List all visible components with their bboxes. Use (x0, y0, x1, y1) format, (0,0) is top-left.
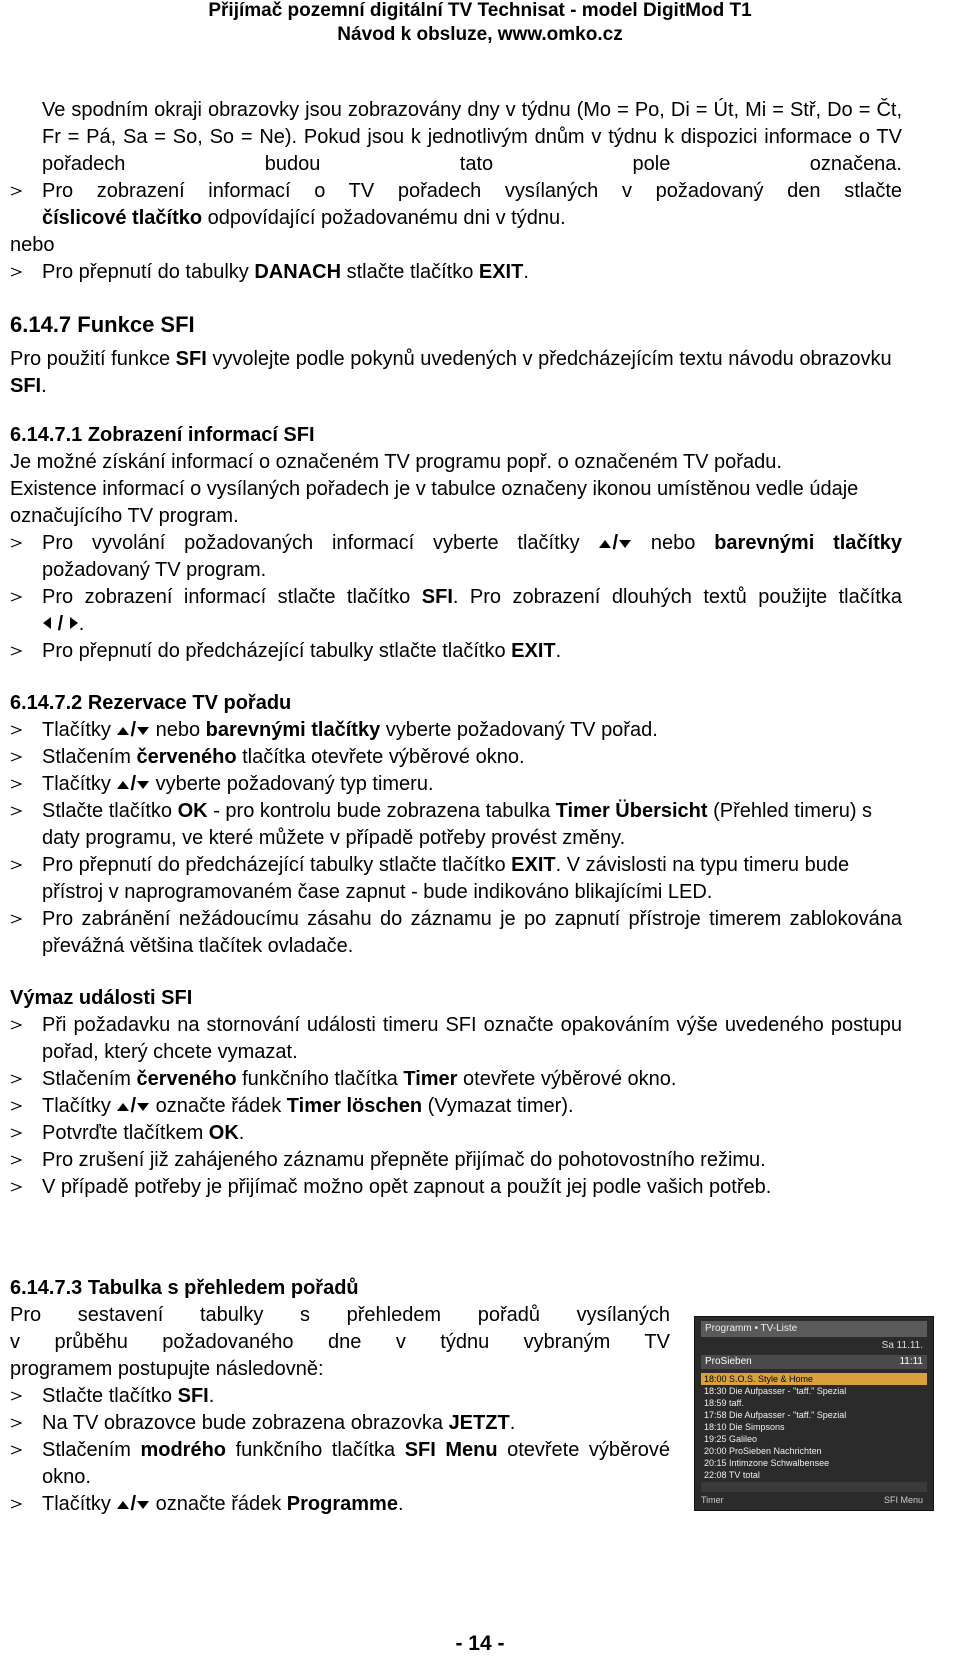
section-heading-vymaz: Výmaz události SFI (10, 987, 193, 1009)
sec73-para-line-2: v průběhu požadovaného dne v týdnu vybraným TV (10, 1331, 670, 1353)
tv-program-list (701, 1373, 927, 1481)
sec73-bullet-1: Stlačte tlačítko SFI. (42, 1385, 215, 1407)
tv-program-row: 22:08 TV total (704, 1470, 760, 1480)
bullet-marker-icon (10, 1120, 22, 1147)
bullet-marker-icon (10, 584, 22, 611)
sec73-para-line-3: programem postupujte následovně: (10, 1358, 324, 1380)
sec72-bullet-6: Pro zabránění nežádoucímu zásahu do záznamu je po zapnutí přístroje timerem zablokována převážná většina tlačítek ovladače. (42, 908, 902, 957)
tv-channel-row (701, 1355, 927, 1369)
document-header-title: Přijímač pozemní digitální TV Technisat - model DigitMod T1 (208, 0, 752, 21)
sec72-bullet-1: Tlačítky / nebo barevnými tlačítky vyberte požadovaný TV pořad. (42, 719, 658, 741)
sec72-bullet-5: Pro přepnutí do předcházející tabulky stlačte tlačítko EXIT. V závislosti na typu timeru bude přístroj v naprogramovaném čase zapnut - bude indikováno blikajícími LED. (42, 854, 850, 903)
tv-time: 11:11 (899, 1356, 923, 1367)
sec72-bullet-3: Tlačítky / vyberte požadovaný typ timeru. (42, 773, 434, 795)
bullet-marker-icon (10, 1093, 22, 1120)
arrow-up-icon (116, 780, 130, 790)
tv-program-row: 18:30 Die Aufpasser - "taff." Spezial (704, 1386, 847, 1396)
bullet-marker-icon (10, 1012, 22, 1039)
tv-top-title: Programm • TV-Liste (705, 1323, 798, 1334)
bullet-marker-icon (10, 1437, 22, 1464)
arrow-left-icon (42, 616, 52, 630)
sec72-bullet-4: Stlačte tlačítko OK - pro kontrolu bude zobrazena tabulka Timer Übersicht (Přehled timeru) s daty programu, ve které můžete v případě potřeby provést změny. (42, 800, 873, 849)
bullet-marker-icon (10, 717, 22, 744)
bullet-marker-icon (10, 1174, 22, 1201)
tv-program-row: 20:00 ProSieben Nachrichten (704, 1446, 822, 1456)
bullet-marker-icon (10, 1383, 22, 1410)
section-heading-6-14-7-2: 6.14.7.2 Rezervace TV pořadu (10, 692, 292, 714)
arrow-up-icon (116, 1500, 130, 1510)
sec73-bullet-4: Tlačítky / označte řádek Programme. (42, 1493, 404, 1515)
arrow-right-icon (69, 616, 79, 630)
tv-program-row: 18:59 taff. (704, 1398, 744, 1408)
tv-bottom-left-label: Timer (701, 1495, 724, 1505)
intro-bullet-2: Pro přepnutí do tabulky DANACH stlačte tlačítko EXIT. (42, 261, 529, 283)
tv-channel-name: ProSieben (705, 1356, 752, 1367)
sec71-bullet-2: Pro zobrazení informací stlačte tlačítko SFI. Pro zobrazení dlouhých textů použijte tlačítka / . (42, 586, 902, 635)
arrow-up-icon (116, 1102, 130, 1112)
arrow-up-icon (598, 539, 612, 549)
sec71-bullet-3: Pro přepnutí do předcházející tabulky stlačte tlačítko EXIT. (42, 640, 562, 662)
bullet-marker-icon (10, 178, 22, 205)
bullet-marker-icon (10, 1147, 22, 1174)
bullet-marker-icon (10, 259, 22, 286)
tv-program-row: 17:58 Die Aufpasser - "taff." Spezial (704, 1410, 847, 1420)
bullet-marker-icon (10, 1066, 22, 1093)
sec7-paragraph: Pro použití funkce SFI vyvolejte podle pokynů uvedených v předcházejícím textu návodu obrazovku SFI. (10, 348, 892, 397)
arrow-down-icon (618, 539, 632, 549)
intro-paragraph: Ve spodním okraji obrazovky jsou zobrazovány dny v týdnu (Mo = Po, Di = Út, Mi = Stř, Do = Čt, Fr = Pá, Sa = So, So = Ne). Pokud jsou k jednotlivým dnům v týdnu k dispozici informace o TV pořadech budou tato pole označena. (42, 99, 902, 175)
bullet-marker-icon (10, 744, 22, 771)
section-heading-6-14-7-1: 6.14.7.1 Zobrazení informací SFI (10, 424, 315, 446)
arrow-up-icon (116, 726, 130, 736)
tv-week-bar (701, 1482, 927, 1492)
bullet-marker-icon (10, 1491, 22, 1518)
arrow-down-icon (136, 726, 150, 736)
tv-date: Sa 11.11. (881, 1340, 923, 1351)
arrow-down-icon (136, 1500, 150, 1510)
vymaz-bullet-2: Stlačením červeného funkčního tlačítka Timer otevřete výběrové okno. (42, 1068, 677, 1090)
sec73-para-line-1: Pro sestavení tabulky s přehledem pořadů vysílaných (10, 1304, 670, 1326)
nebo-text: nebo (10, 234, 55, 256)
intro-bullet-1: Pro zobrazení informací o TV pořadech vysílaných v požadovaný den stlačte číslicové tlačítko odpovídající požadovanému dni v týdnu. (42, 180, 902, 229)
page-number: - 14 - (455, 1632, 505, 1655)
sec73-bullet-2: Na TV obrazovce bude zobrazena obrazovka JETZT. (42, 1412, 516, 1434)
arrow-down-icon (136, 780, 150, 790)
tv-bottom-bar (701, 1494, 927, 1506)
section-heading-6-14-7-3: 6.14.7.3 Tabulka s přehledem pořadů (10, 1277, 359, 1299)
bullet-marker-icon (10, 852, 22, 879)
tv-program-row: 20:15 Intimzone Schwalbensee (704, 1458, 830, 1468)
sec72-bullet-2: Stlačením červeného tlačítka otevřete výběrové okno. (42, 746, 525, 768)
tv-bottom-right-label: SFI Menu (883, 1495, 923, 1505)
sec71-line-1: Je možné získání informací o označeném TV programu popř. o označeném TV pořadu. (10, 451, 782, 473)
bullet-marker-icon (10, 1410, 22, 1437)
tv-program-row: 18:10 Die Simpsons (704, 1422, 785, 1432)
vymaz-bullet-1: Při požadavku na stornování události timeru SFI označte opakováním výše uvedeného postupu pořad, který chcete vymazat. (42, 1014, 902, 1063)
bullet-marker-icon (10, 638, 22, 665)
bullet-marker-icon (10, 798, 22, 825)
bullet-marker-icon (10, 530, 22, 557)
vymaz-bullet-3: Tlačítky / označte řádek Timer löschen (Vymazat timer). (42, 1095, 574, 1117)
bullet-marker-icon (10, 906, 22, 933)
tv-top-bar (701, 1321, 927, 1337)
sec71-line-2: Existence informací o vysílaných pořadech je v tabulce označeny ikonou umístěnou vedle údaje označujícího TV program. (10, 478, 859, 527)
tv-program-row: 18:00 S.O.S. Style & Home (701, 1373, 927, 1385)
tv-screenshot-figure (694, 1316, 934, 1511)
sec73-bullet-3: Stlačením modrého funkčního tlačítka SFI Menu otevřete výběrové okno. (42, 1439, 671, 1488)
sec71-bullet-1: Pro vyvolání požadovaných informací vyberte tlačítky / nebo barevnými tlačítky požadovaný TV program. (42, 532, 902, 582)
arrow-down-icon (136, 1102, 150, 1112)
vymaz-bullet-5: Pro zrušení již zahájeného záznamu přepněte přijímač do pohotovostního režimu. (42, 1149, 766, 1171)
document-header-subtitle: Návod k obsluze, www.omko.cz (337, 24, 623, 45)
vymaz-bullet-6: V případě potřeby je přijímač možno opět zapnout a použít jej podle vašich potřeb. (42, 1176, 772, 1198)
section-heading-6-14-7: 6.14.7 Funkce SFI (10, 312, 195, 337)
vymaz-bullet-4: Potvrďte tlačítkem OK. (42, 1122, 245, 1144)
bullet-marker-icon (10, 771, 22, 798)
tv-program-row: 19:25 Galileo (704, 1434, 758, 1444)
